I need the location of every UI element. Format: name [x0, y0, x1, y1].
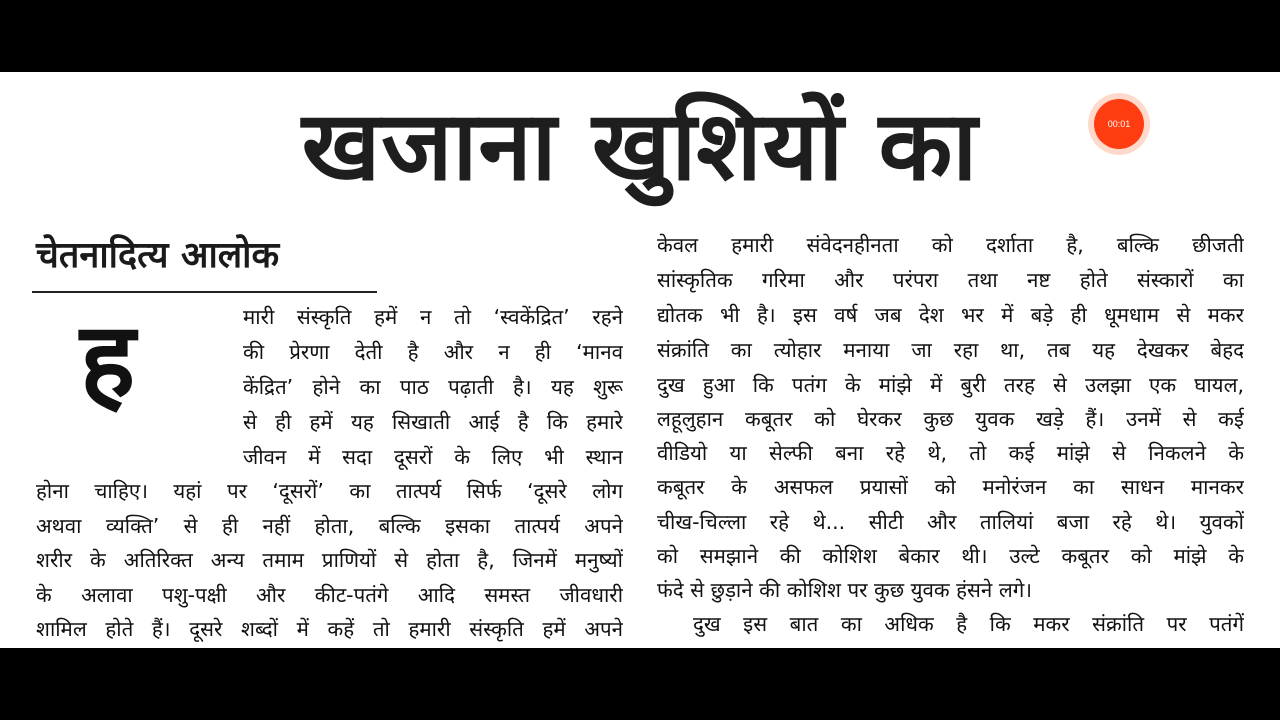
drop-cap: ह	[80, 298, 136, 421]
right-column-line: संक्रांति का त्योहार मनाया जा रहा था, तब यह देखकर बेहद	[657, 338, 1244, 362]
right-column-line: दुख हुआ कि पतंग के मांझे में बुरी तरह से उलझा एक घायल,	[657, 373, 1244, 397]
right-column-line: सांस्कृतिक गरिमा और परंपरा तथा नष्ट होते संस्कारों का	[657, 268, 1244, 292]
right-column-line: कबूतर के असफल प्रयासों को मनोरंजन का साधन मानकर	[657, 475, 1244, 499]
article-headline: खजाना खुशियों का	[301, 90, 979, 202]
right-column-line: को समझाने की कोशिश बेकार थी। उल्टे कबूतर को मांझे के	[657, 544, 1244, 568]
left-column-line: मारी संस्कृति हमें न तो ‘स्वकेंद्रित’ रहने	[243, 305, 623, 329]
right-column-line: फंदे से छुड़ाने की कोशिश पर कुछ युवक हंसने लगे।	[657, 578, 1033, 602]
left-column-line: जीवन में सदा दूसरों के लिए भी स्थान	[243, 445, 623, 469]
right-column-line: केवल हमारी संवेदनहीनता को दर्शाता है, बल्कि छीजती	[657, 233, 1244, 257]
recording-timer: 00:01	[1094, 99, 1144, 149]
left-column-line: शरीर के अतिरिक्त अन्य तमाम प्राणियों से होता है, जिनमें मनुष्यों	[36, 548, 623, 572]
left-column-line: शामिल होते हैं। दूसरे शब्दों में कहें तो हमारी संस्कृति हमें अपने	[36, 617, 623, 641]
byline-divider	[32, 291, 377, 293]
left-column-line: की प्रेरणा देती है और न ही ‘मानव	[243, 340, 623, 364]
right-column-line: द्योतक भी है। इस वर्ष जब देश भर में बड़े ही धूमधाम से मकर	[657, 303, 1244, 327]
newspaper-page	[0, 72, 1280, 648]
left-column-line: अथवा व्यक्ति’ से ही नहीं होता, बल्कि इसका तात्पर्य अपने	[36, 514, 623, 538]
author-byline: चेतनादित्य आलोक	[36, 235, 280, 276]
recording-indicator[interactable]	[1088, 93, 1150, 155]
left-column-line: केंद्रित’ होने का पाठ पढ़ाती है। यह शुरू	[243, 375, 623, 399]
right-column-line: दुख इस बात का अधिक है कि मकर संक्रांति पर पतंगें	[693, 612, 1244, 636]
left-column-line: के अलावा पशु-पक्षी और कीट-पतंगे आदि समस्त जीवधारी	[36, 583, 623, 607]
right-column-line: चीख-चिल्ला रहे थे... सीटी और तालियां बजा रहे थे। युवकों	[657, 510, 1244, 534]
right-column-line: वीडियो या सेल्फी बना रहे थे, तो कई मांझे से निकलने के	[657, 441, 1244, 465]
right-column-line: लहूलुहान कबूतर को घेरकर कुछ युवक खड़े हैं। उनमें से कई	[657, 407, 1244, 431]
left-column-line: से ही हमें यह सिखाती आई है कि हमारे	[243, 410, 623, 434]
left-column-line: होना चाहिए। यहां पर ‘दूसरों’ का तात्पर्य सिर्फ ‘दूसरे लोग	[36, 479, 623, 503]
